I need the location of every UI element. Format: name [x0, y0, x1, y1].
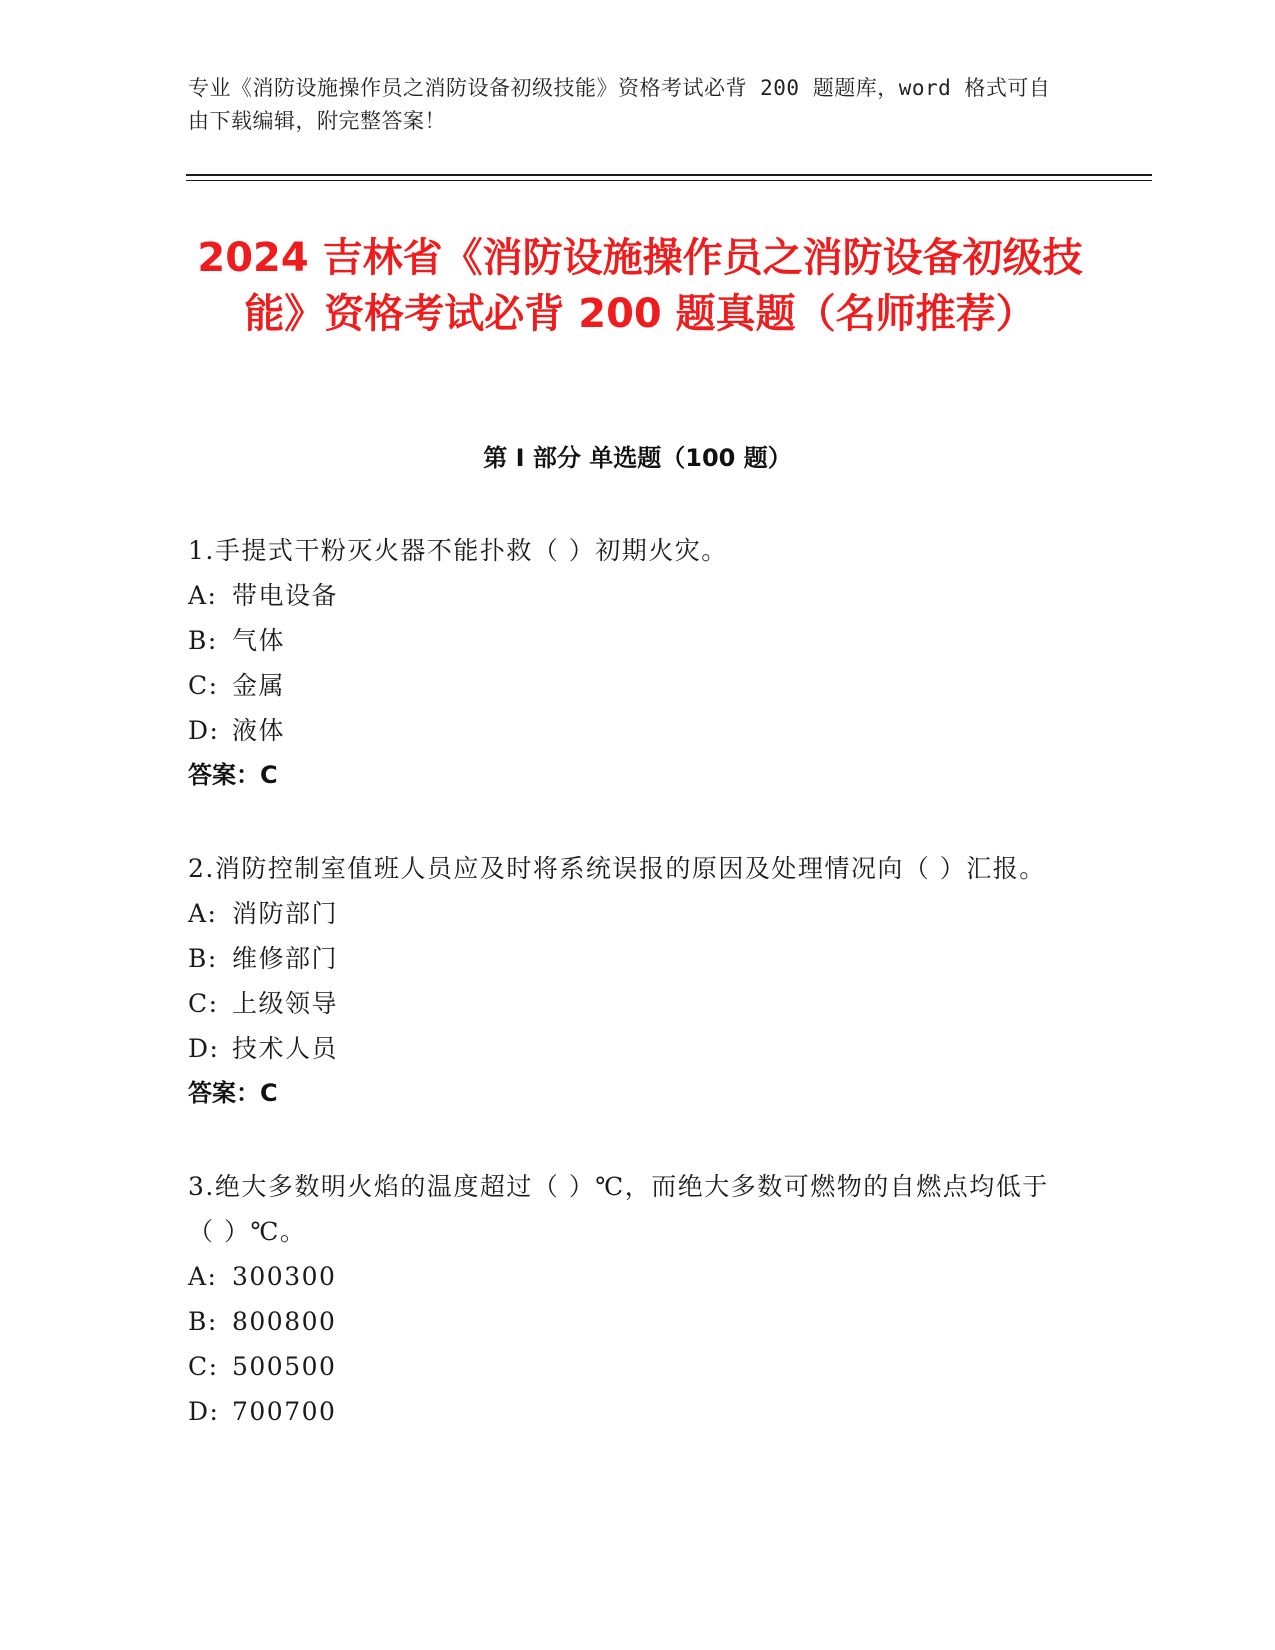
option-letter: A: — [188, 581, 218, 610]
question-stem: 1.手提式干粉灭火器不能扑救（ ）初期火灾。 — [188, 536, 728, 565]
option-d — [188, 1026, 1068, 1071]
option-d — [188, 708, 1068, 753]
question-list — [188, 528, 1068, 1482]
answer-line: 答案：C — [188, 761, 278, 789]
option-text: 700700 — [232, 1397, 337, 1426]
option-letter: B: — [188, 626, 218, 655]
option-letter: C: — [188, 1352, 219, 1381]
option-text: 300300 — [232, 1262, 337, 1291]
option-letter: C: — [188, 671, 219, 700]
option-b — [188, 936, 1068, 981]
question-3 — [188, 1164, 1068, 1434]
option-text: 金属 — [232, 671, 286, 700]
option-a — [188, 573, 1068, 618]
header-rule-thin — [186, 180, 1152, 181]
option-letter: B: — [188, 1307, 218, 1336]
option-c — [188, 663, 1068, 708]
option-text: 带电设备 — [232, 581, 339, 610]
option-text: 上级领导 — [232, 989, 339, 1018]
option-text: 液体 — [232, 716, 286, 745]
answer-line: 答案：C — [188, 1079, 278, 1107]
option-text: 气体 — [232, 626, 286, 655]
question-stem: 2.消防控制室值班人员应及时将系统误报的原因及处理情况向（ ）汇报。 — [188, 854, 1046, 883]
option-letter: D: — [188, 1034, 220, 1063]
question-stem: 3.绝大多数明火焰的温度超过（ ）℃，而绝大多数可燃物的自燃点均低于（ ）℃。 — [188, 1172, 1049, 1246]
option-letter: D: — [188, 716, 220, 745]
option-text: 维修部门 — [232, 944, 339, 973]
option-letter: D: — [188, 1397, 220, 1426]
option-c — [188, 1344, 1068, 1389]
document-title: 2024 吉林省《消防设施操作员之消防设备初级技能》资格考试必背 200 题真题（名师推荐） — [197, 235, 1083, 337]
option-d — [188, 1389, 1068, 1434]
option-text: 500500 — [232, 1352, 337, 1381]
option-a — [188, 1254, 1068, 1299]
option-b — [188, 618, 1068, 663]
option-a — [188, 891, 1068, 936]
option-letter: A: — [188, 899, 218, 928]
section-heading: 第 I 部分 单选题（100 题） — [483, 444, 792, 472]
option-text: 800800 — [232, 1307, 337, 1336]
option-text: 技术人员 — [232, 1034, 339, 1063]
header-rule-thick — [186, 174, 1152, 176]
option-letter: A: — [188, 1262, 218, 1291]
option-c — [188, 981, 1068, 1026]
option-letter: B: — [188, 944, 218, 973]
option-letter: C: — [188, 989, 219, 1018]
header-note: 专业《消防设施操作员之消防设备初级技能》资格考试必背 200 题题库，word 格式可自由下载编辑，附完整答案！ — [188, 76, 1051, 133]
question-2 — [188, 846, 1068, 1116]
option-b — [188, 1299, 1068, 1344]
question-1 — [188, 528, 1068, 798]
option-text: 消防部门 — [232, 899, 339, 928]
